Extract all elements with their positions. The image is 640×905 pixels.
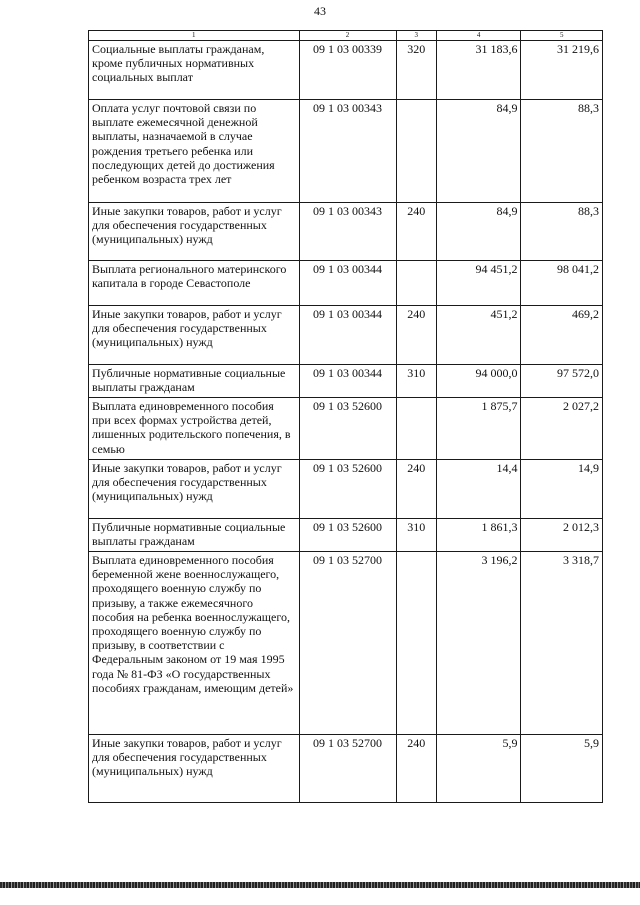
table-row: [89, 519, 603, 552]
column-header-5: 5: [521, 31, 603, 41]
table-header-row: [89, 31, 603, 41]
table-row: [89, 365, 603, 398]
expense-name: Иные закупки товаров, работ и услуг для обеспечения государственных (муниципальных) нужд: [89, 306, 300, 365]
amount-column-4: 5,9: [436, 735, 521, 803]
expense-type-code: 310: [396, 519, 436, 552]
expense-name: Иные закупки товаров, работ и услуг для обеспечения государственных (муниципальных) нужд: [89, 203, 300, 261]
target-article-code: 09 1 03 00343: [299, 203, 396, 261]
expense-type-code: 240: [396, 203, 436, 261]
expense-type-code: [396, 100, 436, 203]
expense-name: Оплата услуг почтовой связи по выплате ежемесячной денежной выплаты, назначаемой в случае рождения третьего ребенка или последующих детей до достижения ребенком возраста трех лет: [89, 100, 300, 203]
table-row: [89, 735, 603, 803]
amount-column-4: 1 875,7: [436, 398, 521, 460]
expense-type-code: 310: [396, 365, 436, 398]
amount-column-4: 84,9: [436, 203, 521, 261]
target-article-code: 09 1 03 52700: [299, 735, 396, 803]
target-article-code: 09 1 03 52600: [299, 398, 396, 460]
scan-edge-artifact: [0, 882, 640, 888]
expense-type-code: 320: [396, 41, 436, 100]
target-article-code: 09 1 03 00344: [299, 306, 396, 365]
expense-type-code: [396, 552, 436, 735]
expense-name: Выплата единовременного пособия беременной жене военнослужащего, проходящего военную службу по призыву, а также ежемесячного пособия на ребенка военнослужащего, проходящего военную службу по призыву, в соответствии с Федеральным законом от 19 мая 1995 года № 81-ФЗ «О государственных пособиях гражданам, имеющим детей»: [89, 552, 300, 735]
table-row: [89, 100, 603, 203]
target-article-code: 09 1 03 00343: [299, 100, 396, 203]
amount-column-5: 2 012,3: [521, 519, 603, 552]
amount-column-4: 84,9: [436, 100, 521, 203]
expense-name: Выплата единовременного пособия при всех формах устройства детей, лишенных родительского попечения, в семью: [89, 398, 300, 460]
amount-column-5: 2 027,2: [521, 398, 603, 460]
amount-column-4: 94 000,0: [436, 365, 521, 398]
expense-type-code: 240: [396, 460, 436, 519]
target-article-code: 09 1 03 52600: [299, 460, 396, 519]
target-article-code: 09 1 03 00344: [299, 365, 396, 398]
expense-type-code: [396, 398, 436, 460]
budget-table: [88, 30, 603, 803]
expense-name: Социальные выплаты гражданам, кроме публичных нормативных социальных выплат: [89, 41, 300, 100]
amount-column-4: 31 183,6: [436, 41, 521, 100]
expense-name: Публичные нормативные социальные выплаты гражданам: [89, 519, 300, 552]
expense-name: Выплата регионального материнского капитала в городе Севастополе: [89, 261, 300, 306]
target-article-code: 09 1 03 00339: [299, 41, 396, 100]
amount-column-4: 3 196,2: [436, 552, 521, 735]
amount-column-5: 98 041,2: [521, 261, 603, 306]
amount-column-4: 94 451,2: [436, 261, 521, 306]
amount-column-5: 5,9: [521, 735, 603, 803]
target-article-code: 09 1 03 52600: [299, 519, 396, 552]
table-row: [89, 41, 603, 100]
column-header-2: 2: [299, 31, 396, 41]
table-row: [89, 552, 603, 735]
target-article-code: 09 1 03 52700: [299, 552, 396, 735]
table-row: [89, 306, 603, 365]
expense-type-code: 240: [396, 735, 436, 803]
column-header-1: 1: [89, 31, 300, 41]
expense-type-code: [396, 261, 436, 306]
expense-type-code: 240: [396, 306, 436, 365]
amount-column-5: 14,9: [521, 460, 603, 519]
amount-column-5: 3 318,7: [521, 552, 603, 735]
amount-column-5: 31 219,6: [521, 41, 603, 100]
amount-column-5: 97 572,0: [521, 365, 603, 398]
column-header-4: 4: [436, 31, 521, 41]
page-number: 43: [314, 4, 326, 18]
amount-column-5: 88,3: [521, 100, 603, 203]
table-row: [89, 203, 603, 261]
column-header-3: 3: [396, 31, 436, 41]
expense-name: Иные закупки товаров, работ и услуг для обеспечения государственных (муниципальных) нужд: [89, 735, 300, 803]
expense-name: Иные закупки товаров, работ и услуг для обеспечения государственных (муниципальных) нужд: [89, 460, 300, 519]
amount-column-5: 469,2: [521, 306, 603, 365]
amount-column-5: 88,3: [521, 203, 603, 261]
expense-name: Публичные нормативные социальные выплаты гражданам: [89, 365, 300, 398]
amount-column-4: 14,4: [436, 460, 521, 519]
amount-column-4: 451,2: [436, 306, 521, 365]
amount-column-4: 1 861,3: [436, 519, 521, 552]
table-row: [89, 398, 603, 460]
table-row: [89, 460, 603, 519]
table-row: [89, 261, 603, 306]
target-article-code: 09 1 03 00344: [299, 261, 396, 306]
